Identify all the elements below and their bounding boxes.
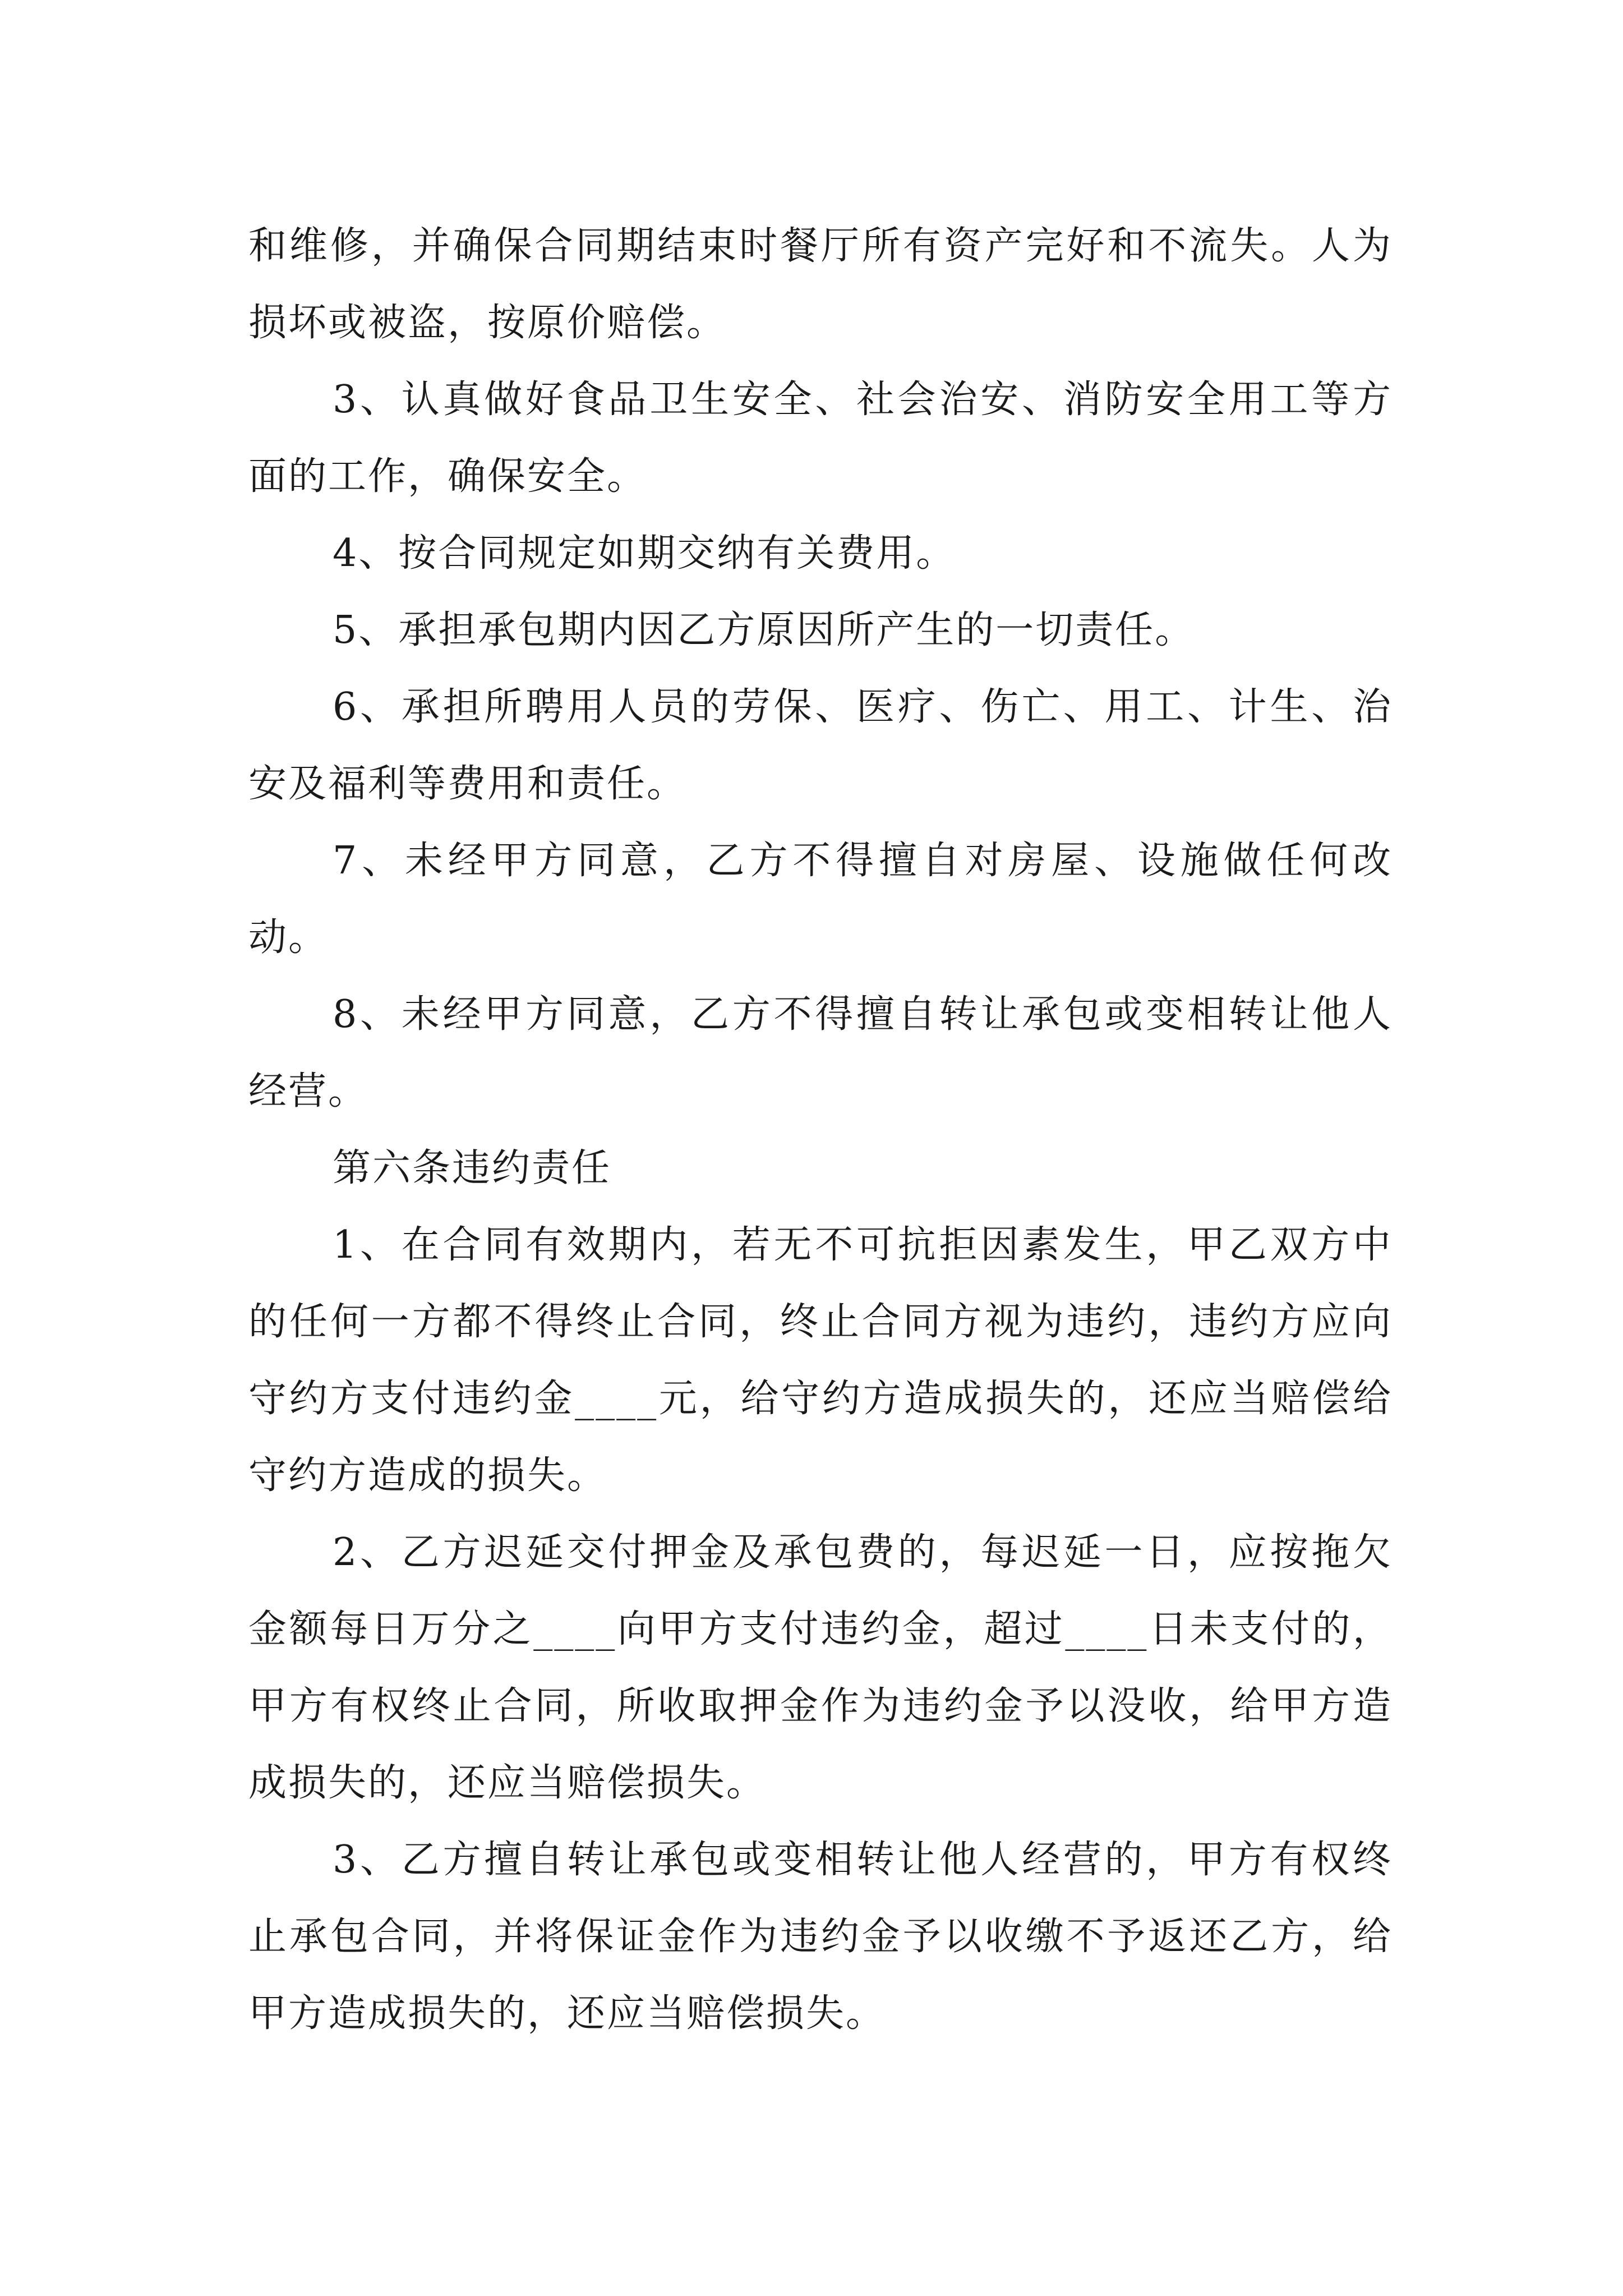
paragraph-breach-1: 1、在合同有效期内，若无不可抗拒因素发生，甲乙双方中的任何一方都不得终止合同，终止合同方视为违约，违约方应向守约方支付违约金____元，给守约方造成损失的，还应当赔偿给守约方造成的损失。 <box>248 1223 1393 1498</box>
paragraph-continuation: 和维修，并确保合同期结束时餐厅所有资产完好和不流失。人为损坏或被盗，按原价赔偿。 <box>248 224 1393 345</box>
section-heading-article-6: 第六条违约责任 <box>333 1146 612 1190</box>
paragraph-item-5: 5、承担承包期内因乙方原因所产生的一切责任。 <box>333 608 1195 652</box>
paragraph-item-6: 6、承担所聘用人员的劳保、医疗、伤亡、用工、计生、治安及福利等费用和责任。 <box>248 685 1393 806</box>
paragraph-item-8: 8、未经甲方同意，乙方不得擅自转让承包或变相转让他人经营。 <box>248 992 1393 1114</box>
paragraph-breach-2: 2、乙方迟延交付押金及承包费的，每迟延一日，应按拖欠金额每日万分之____向甲方支付违约金，超过____日未支付的，甲方有权终止合同，所收取押金作为违约金予以没收，给甲方造成损失的，还应当赔偿损失。 <box>248 1530 1393 1805</box>
paragraph-item-7: 7、未经甲方同意，乙方不得擅自对房屋、设施做任何改动。 <box>248 839 1393 960</box>
paragraph-item-3: 3、认真做好食品卫生安全、社会治安、消防安全用工等方面的工作，确保安全。 <box>248 378 1393 499</box>
paragraph-breach-3: 3、乙方擅自转让承包或变相转让他人经营的，甲方有权终止承包合同，并将保证金作为违约金予以收缴不予返还乙方，给甲方造成损失的，还应当赔偿损失。 <box>248 1838 1393 2036</box>
document-body <box>248 208 1393 2052</box>
paragraph-item-4: 4、按合同规定如期交纳有关费用。 <box>333 531 956 576</box>
